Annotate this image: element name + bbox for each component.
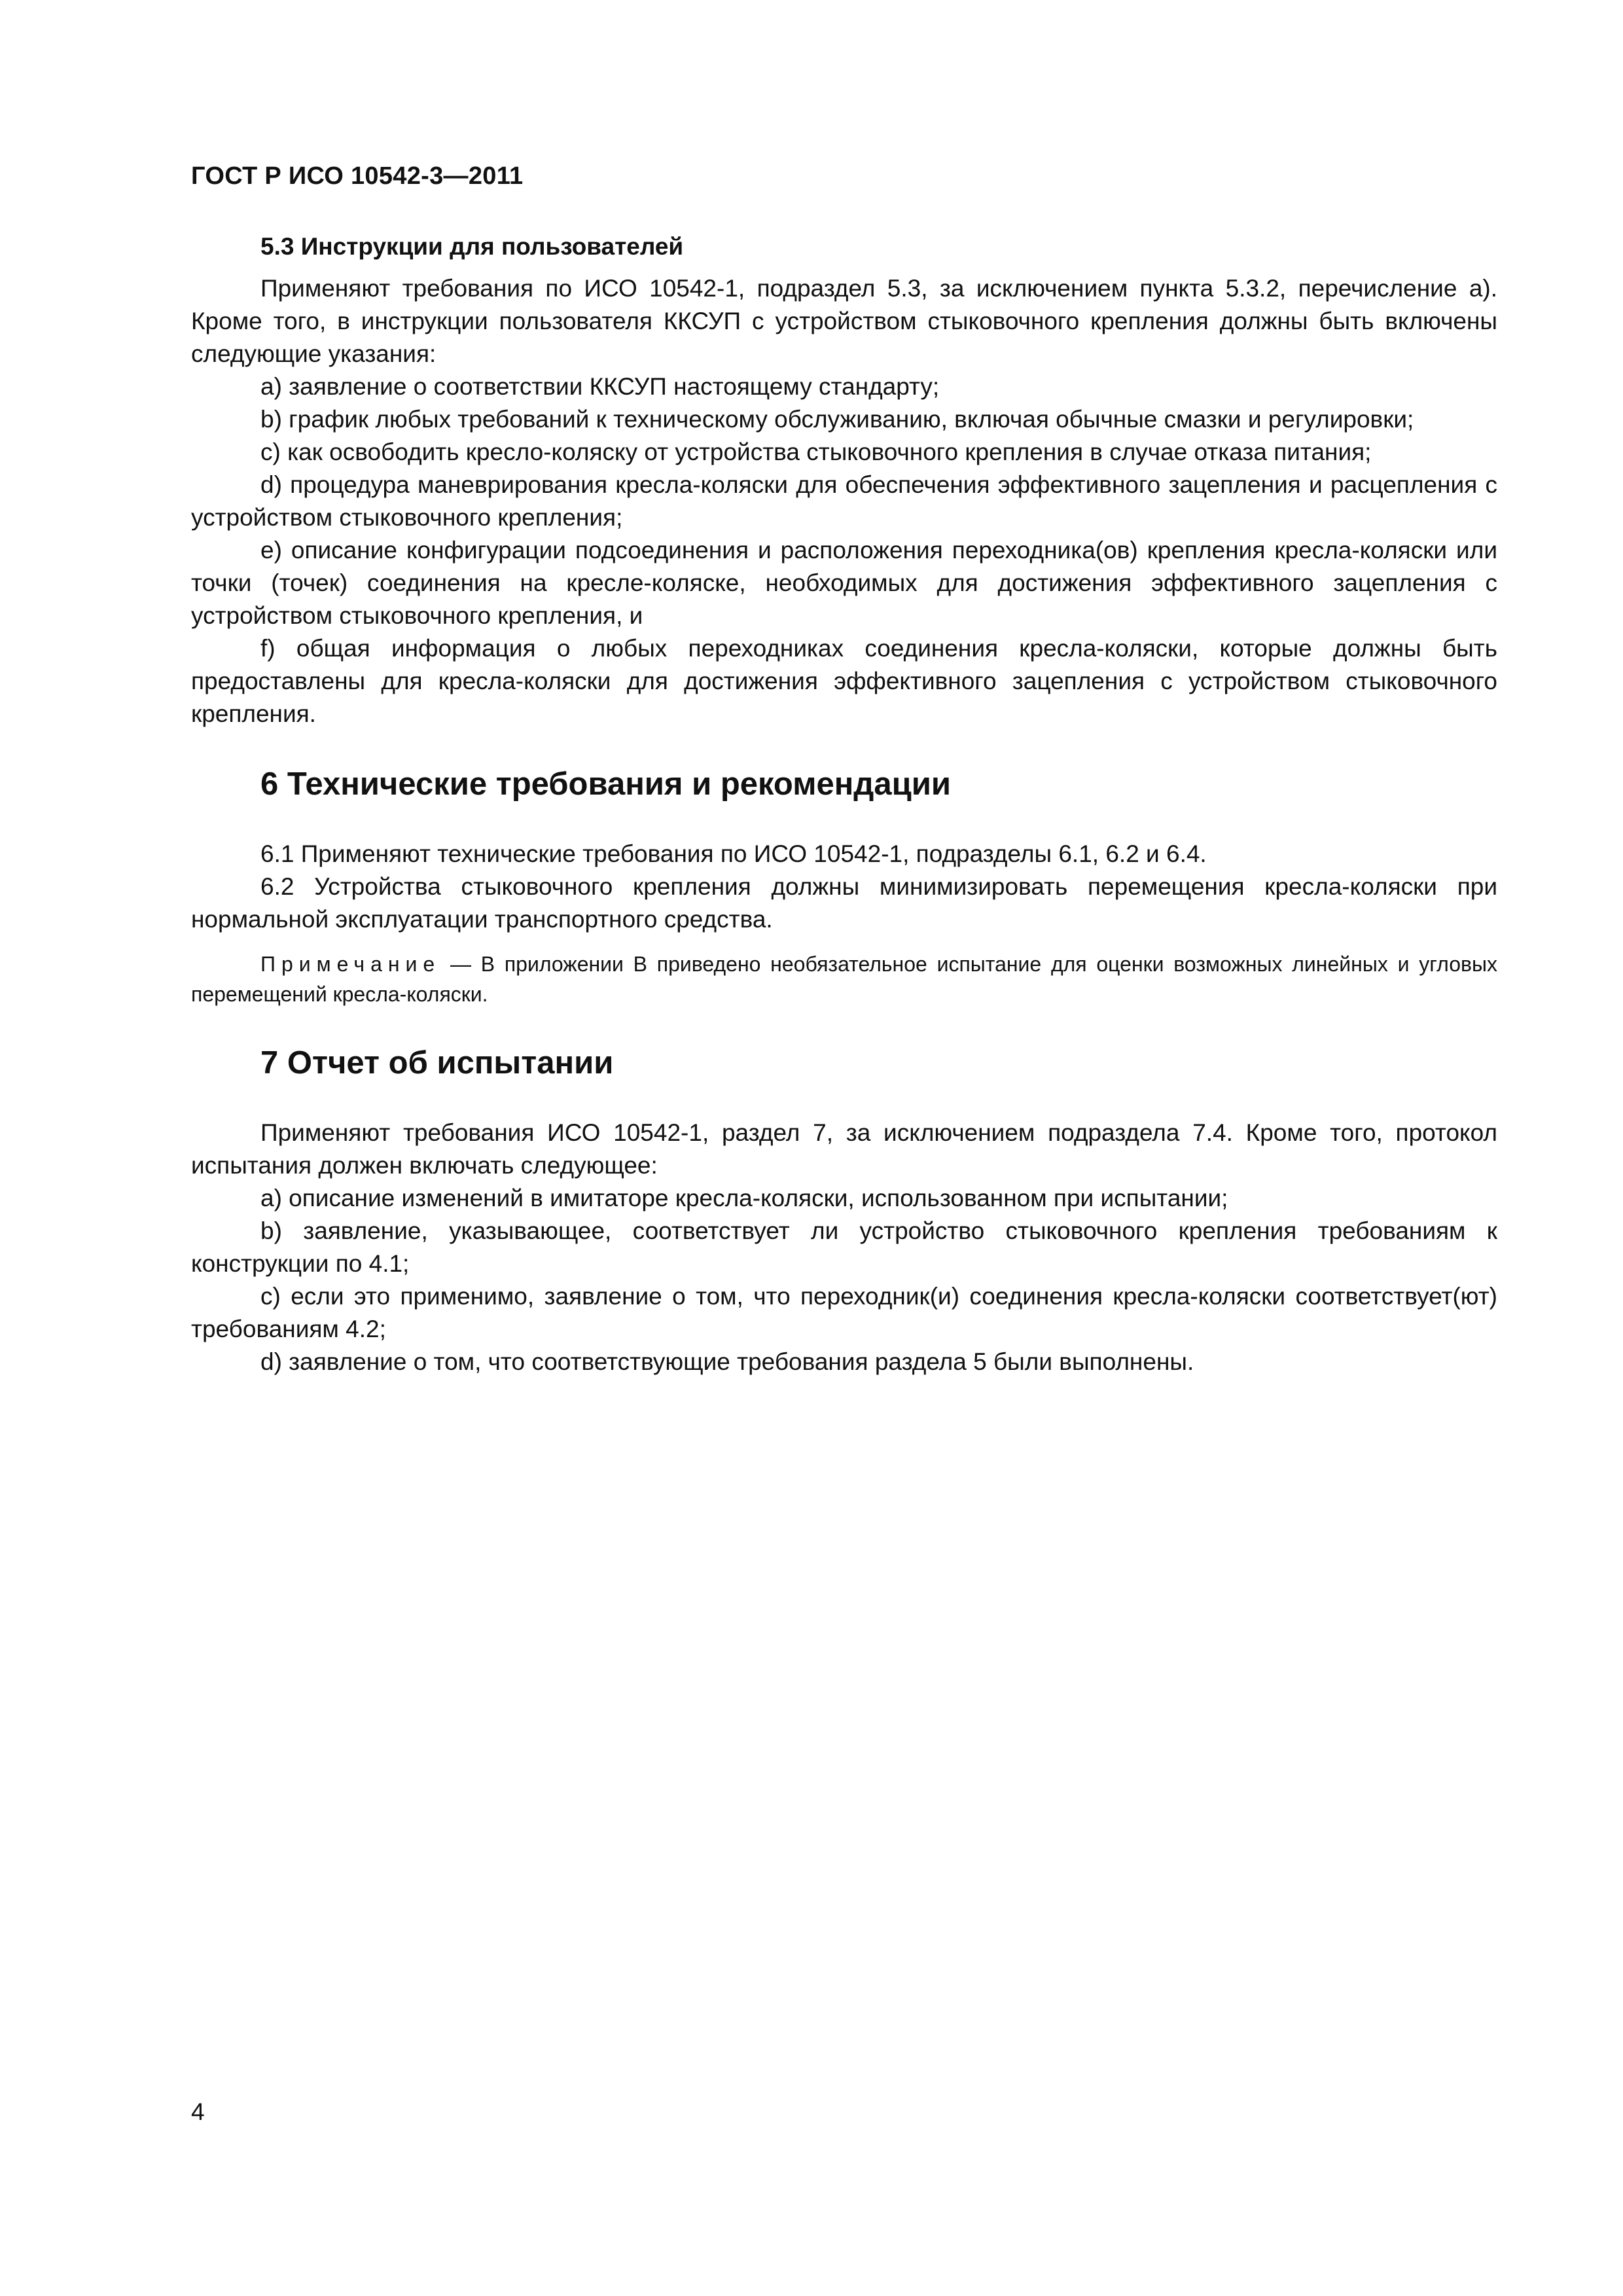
list-item-7-d: d) заявление о том, что соответствующие требования раздела 5 были выполнены. — [260, 1348, 1194, 1375]
section-title-7: 7 Отчет об испытании — [260, 1045, 614, 1081]
paragraph-6-2: 6.2 Устройства стыковочного крепления должны минимизировать перемещения кресла-коляски при нормальной эксплуатации транспортного средства. — [191, 873, 1497, 933]
subsection-title-5-3: 5.3 Инструкции для пользователей — [260, 233, 684, 260]
list-item-5-3-c: c) как освободить кресло-коляску от устройства стыковочного крепления в случае отказа питания; — [260, 439, 1372, 465]
document-id-header: ГОСТ Р ИСО 10542-3—2011 — [191, 162, 524, 190]
list-item-7-a: a) описание изменений в имитаторе кресла-коляски, использованном при испытании; — [260, 1185, 1228, 1211]
list-item-5-3-f: f) общая информация о любых переходниках соединения кресла-коляски, которые должны быть предоставлены для кресла-коляски для достижения эффективного зацепления с устройством стыковочного крепления. — [191, 635, 1497, 727]
list-item-7-c: c) если это применимо, заявление о том, что переходник(и) соединения кресла-коляски соответствует(ют) требованиям 4.2; — [191, 1283, 1497, 1342]
list-item-7-b: b) заявление, указывающее, соответствует ли устройство стыковочного крепления требованиям к конструкции по 4.1; — [191, 1217, 1497, 1277]
list-item-5-3-b: b) график любых требований к техническому обслуживанию, включая обычные смазки и регулировки; — [260, 406, 1414, 433]
list-item-5-3-d: d) процедура маневрирования кресла-коляски для обеспечения эффективного зацепления и расцепления с устройством стыковочного крепления; — [191, 471, 1497, 531]
section-title-6: 6 Технические требования и рекомендации — [260, 766, 952, 802]
paragraph-5-3-intro: Применяют требования по ИСО 10542-1, подраздел 5.3, за исключением пункта 5.3.2, перечисление а). Кроме того, в инструкции пользователя ККСУП с устройством стыковочного крепления должны быть включены следующие указания: — [191, 275, 1497, 367]
note-6 — [191, 949, 1497, 1009]
note-label: Примечание — [260, 952, 441, 976]
list-item-5-3-e: e) описание конфигурации подсоединения и расположения переходника(ов) крепления кресла-коляски или точки (точек) соединения на кресле-коляске, необходимых для достижения эффективного зацепления с устройством стыковочного крепления, и — [191, 537, 1497, 629]
document-body — [191, 230, 1497, 1378]
note-text: — В приложении В приведено необязательное испытание для оценки возможных линейных и угловых перемещений кресла-коляски. — [191, 952, 1497, 1006]
paragraph-6-1: 6.1 Применяют технические требования по ИСО 10542-1, подразделы 6.1, 6.2 и 6.4. — [260, 840, 1207, 867]
page-number: 4 — [191, 2098, 205, 2125]
list-item-5-3-a: a) заявление о соответствии ККСУП настоящему стандарту; — [260, 373, 940, 400]
paragraph-7-intro: Применяют требования ИСО 10542-1, раздел 7, за исключением подраздела 7.4. Кроме того, протокол испытания должен включать следующее: — [191, 1119, 1497, 1179]
